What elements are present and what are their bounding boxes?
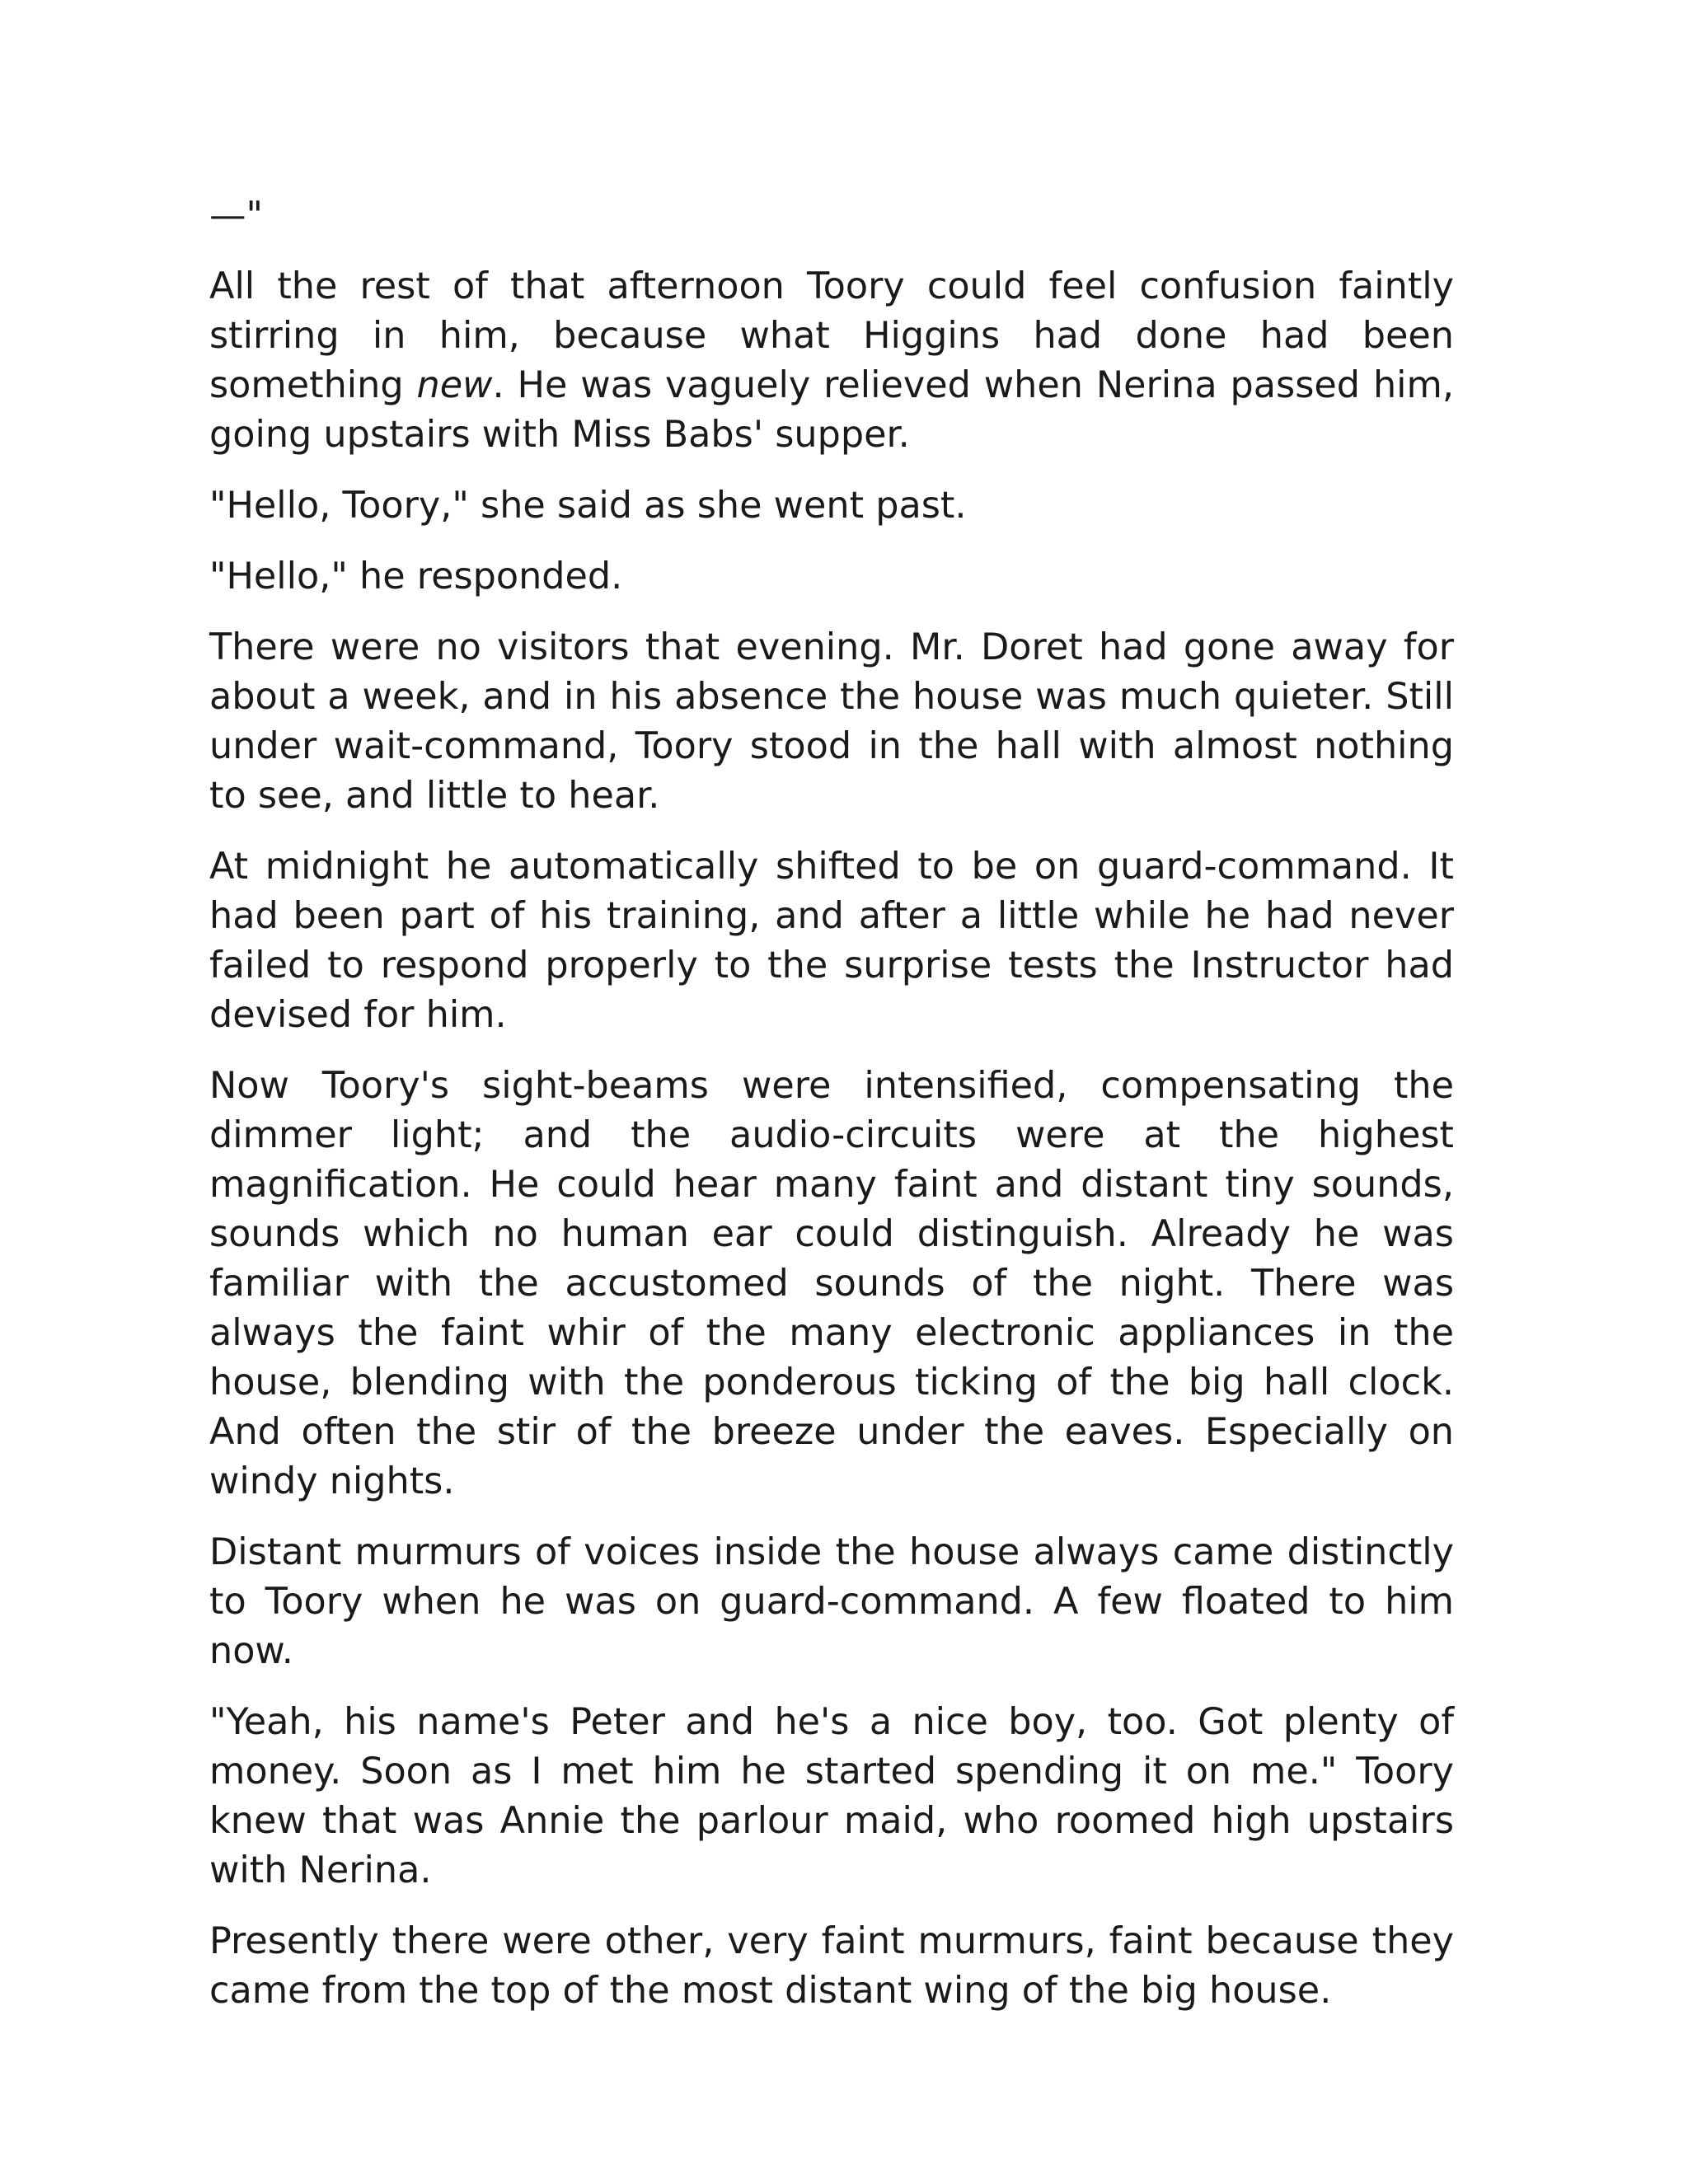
paragraph: Distant murmurs of voices inside the house always came distinctly to Toory when he was on guard-command. A few floated to him now. [209,1531,1454,1672]
emphasis-text: new [416,364,493,406]
paragraph: Presently there were other, very faint murmurs, faint because they came from the top of the most distant wing of the big house. [209,1920,1454,2012]
paragraph-dash: —" [209,194,263,237]
paragraph-text: All the rest of that afternoon Toory could feel confusion faintly stirring in him, because what Higgins had done had been something [209,265,1454,406]
paragraph [209,262,1454,460]
page-body [209,191,1454,2037]
paragraph: "Hello, Toory," she said as she went past. [209,485,967,527]
paragraph: "Yeah, his name's Peter and he's a nice boy, too. Got plenty of money. Soon as I met him he started spending it on me." Toory knew that was Annie the parlour maid, who roomed high upstairs with Nerina. [209,1701,1454,1891]
paragraph: At midnight he automatically shifted to be on guard-command. It had been part of his training, and after a little while he had never failed to respond properly to the surprise tests the Instructor had devised for him. [209,846,1454,1036]
paragraph: Now Toory's sight-beams were intensified, compensating the dimmer light; and the audio-circuits were at the highest magnification. He could hear many faint and distant tiny sounds, sounds which no human ear could distinguish. Already he was familiar with the accustomed sounds of the night. There was always the faint whir of the many electronic appliances in the house, blending with the ponderous ticking of the big hall clock. And often the stir of the breeze under the eaves. Especially on windy nights. [209,1065,1454,1502]
paragraph: There were no visitors that evening. Mr. Doret had gone away for about a week, and in his absence the house was much quieter. Still under wait-command, Toory stood in the hall with almost nothing to see, and little to hear. [209,626,1454,817]
paragraph-text: . He was vaguely relieved when Nerina passed him, going upstairs with Miss Babs' supper. [209,364,1455,456]
paragraph: "Hello," he responded. [209,555,623,598]
